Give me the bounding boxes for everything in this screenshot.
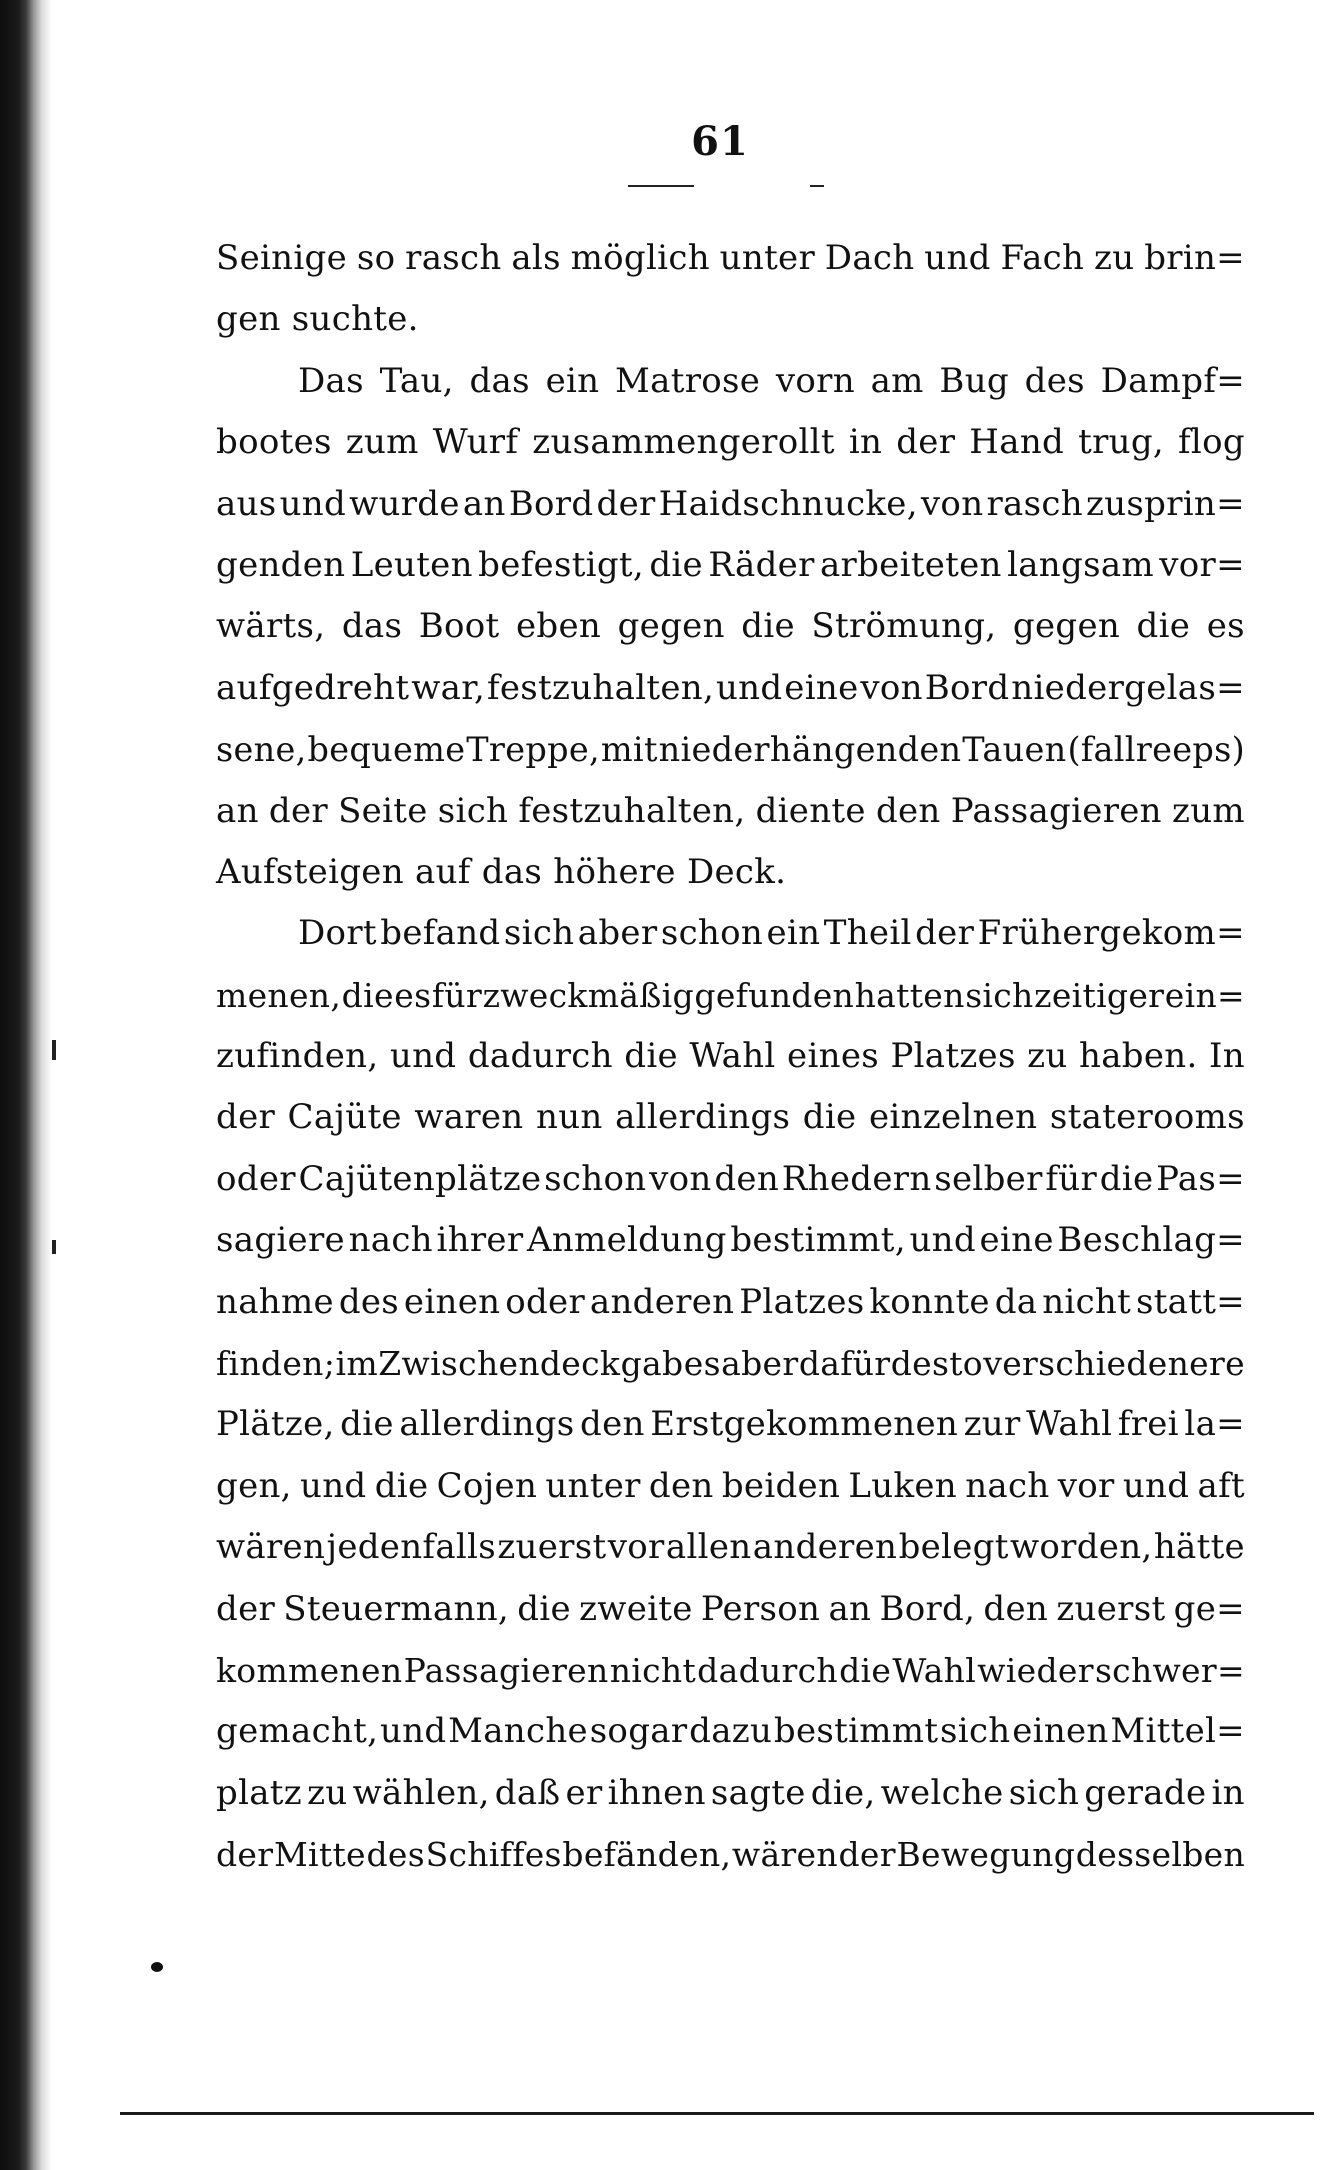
page-number: 61 xyxy=(691,118,749,165)
bottom-edge-rule xyxy=(120,2112,1314,2115)
text-line: zufinden, und dadurch die Wahl eines Platzes zu haben. In xyxy=(216,1036,1245,1077)
text-line: Dort befand sich aber schon ein Theil der Frühergekom= xyxy=(298,913,1245,954)
text-line: aufgedreht war, festzuhalten, und eine von Bord niedergelas= xyxy=(216,667,1245,708)
text-line: Seinige so rasch als möglich unter Dach und Fach zu brin= xyxy=(216,238,1245,278)
text-line: nahme des einen oder anderen Platzes konnte da nicht statt= xyxy=(216,1281,1245,1322)
scanned-binding-edge xyxy=(0,0,52,2170)
text-line: aus und wurde an Bord der Haidschnucke, von rasch zusprin= xyxy=(216,483,1245,524)
text-line: Aufsteigen auf das höhere Deck. xyxy=(216,851,787,892)
text-line: wären jedenfalls zuerst vor allen anderen belegt worden, hätte xyxy=(216,1527,1245,1568)
scan-speck xyxy=(52,1040,56,1060)
text-line: kommenen Passagieren nicht dadurch die Wahl wieder schwer= xyxy=(216,1650,1245,1690)
text-line: an der Seite sich festzuhalten, diente den Passagieren zum xyxy=(216,790,1245,831)
text-line: bootes zum Wurf zusammengerollt in der Hand trug, flog xyxy=(216,422,1245,463)
text-line: Plätze, die allerdings den Erstgekommenen zur Wahl frei la= xyxy=(216,1404,1245,1445)
text-line: genden Leuten befestigt, die Räder arbeiteten langsam vor= xyxy=(216,544,1245,585)
text-line: finden; im Zwischendeck gab es aber dafür desto verschiedenere xyxy=(216,1344,1245,1384)
text-line: menen, die es für zweckmäßig gefunden hatten sich zeitiger ein= xyxy=(216,975,1245,1015)
body-text xyxy=(216,228,1245,1886)
text-line: oder Cajütenplätze schon von den Rhedern selber für die Pas= xyxy=(216,1158,1245,1199)
text-line: der Mitte des Schiffes befänden, wären der Bewegung desselben xyxy=(216,1835,1245,1875)
scan-speck xyxy=(52,1240,56,1254)
text-line: sagiere nach ihrer Anmeldung bestimmt, und eine Beschlag= xyxy=(216,1220,1245,1261)
text-line: gen, und die Cojen unter den beiden Luken nach vor und aft xyxy=(216,1465,1245,1506)
text-line: sene, bequeme Treppe, mit niederhängenden Tauen (fallreeps) xyxy=(216,730,1245,770)
text-line: platz zu wählen, daß er ihnen sagte die, welche sich gerade in xyxy=(216,1772,1245,1813)
text-line: wärts, das Boot eben gegen die Strömung, gegen die es xyxy=(216,606,1245,647)
text-line: der Cajüte waren nun allerdings die einzelnen staterooms xyxy=(216,1097,1245,1138)
header-rule xyxy=(628,185,694,187)
text-line: gemacht, und Manche sogar dazu bestimmt sich einen Mittel= xyxy=(216,1711,1245,1752)
text-line: Das Tau, das ein Matrose vorn am Bug des Dampf= xyxy=(298,360,1245,401)
ink-blot xyxy=(151,1962,163,1972)
text-line: der Steuermann, die zweite Person an Bord, den zuerst ge= xyxy=(216,1588,1245,1629)
header-rule xyxy=(810,185,824,187)
text-line: gen suchte. xyxy=(216,299,419,340)
